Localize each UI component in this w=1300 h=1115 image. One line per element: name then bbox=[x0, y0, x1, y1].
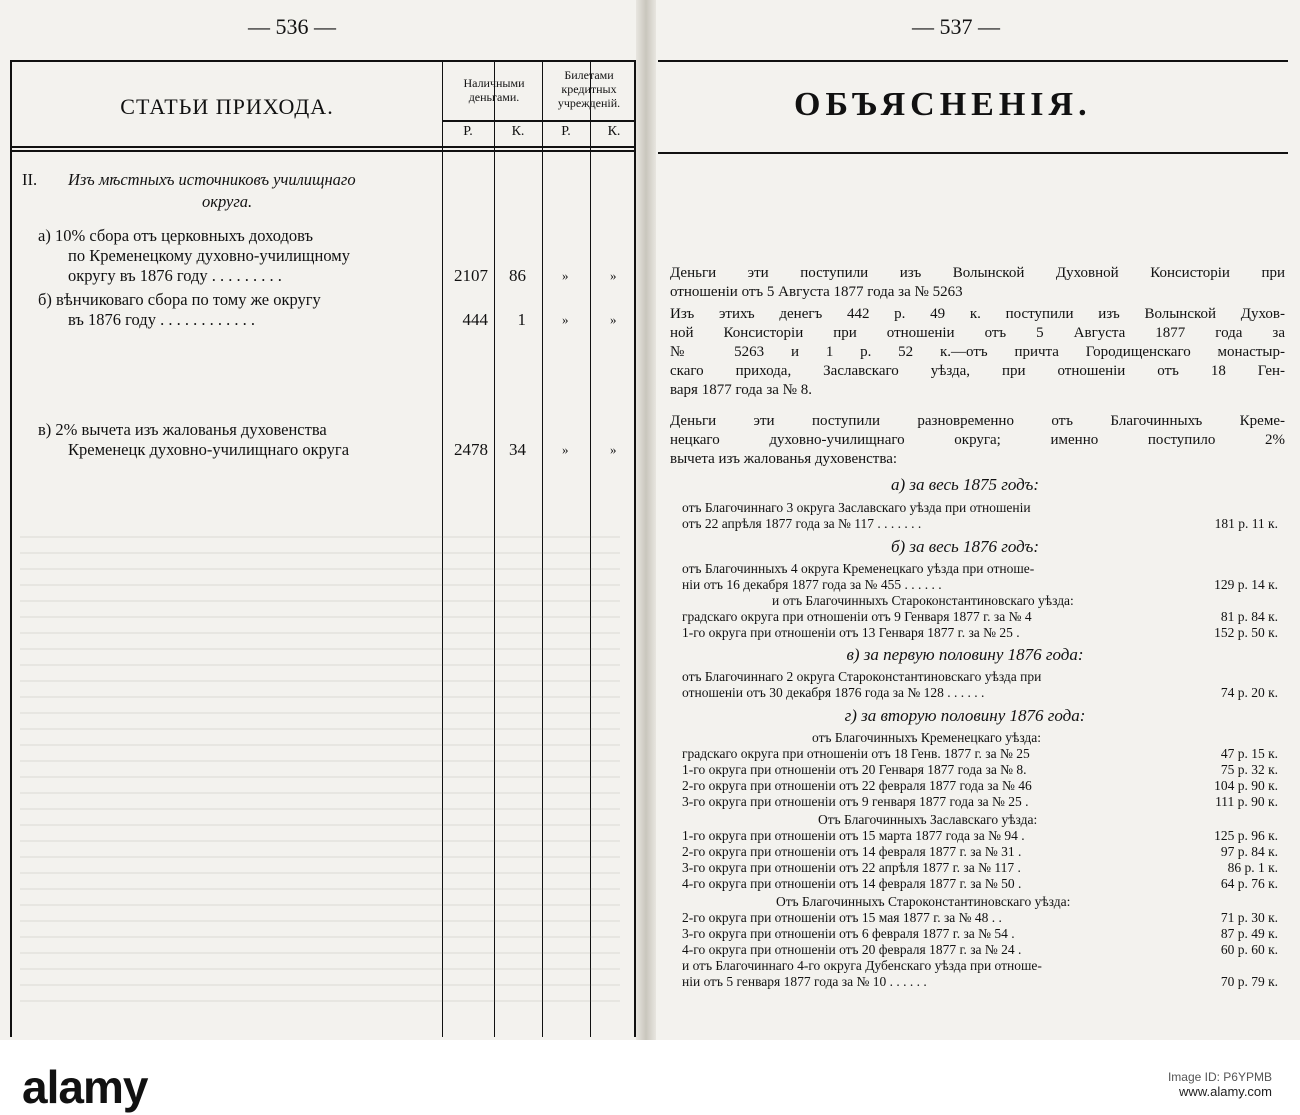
image-id: Image ID: P6YPMB bbox=[1167, 1070, 1272, 1084]
page-number-left: — 536 — bbox=[248, 14, 336, 39]
empty-mark: » bbox=[562, 442, 569, 457]
row-text-line: б) вѣнчиковаго сбора по тому же округу bbox=[38, 290, 321, 309]
para-line: отношеніи отъ 5 Августа 1877 года за № 5263 bbox=[670, 284, 963, 300]
entry-line: градскаго округа при отношеніи отъ 9 Генваря 1877 г. за № 4 bbox=[682, 609, 1032, 624]
para-line: варя 1877 года за № 8. bbox=[670, 382, 812, 398]
entry-line: Отъ Благочинныхъ Заславскаго уѣзда: bbox=[818, 812, 1038, 827]
entry-line: 1-го округа при отношеніи отъ 13 Генваря 1877 г. за № 25 . bbox=[682, 625, 1020, 640]
empty-mark: » bbox=[610, 442, 617, 457]
kop-label: К. bbox=[607, 124, 621, 139]
entry-amount: 60 р. 60 к. bbox=[1220, 942, 1278, 957]
empty-mark: » bbox=[562, 312, 569, 327]
entry-line: 4-го округа при отношеніи отъ 20 февраля 1877 г. за № 24 . bbox=[682, 942, 1022, 957]
explanations-title: ОБЪЯСНЕНІЯ. bbox=[794, 86, 1092, 123]
explanations-header bbox=[658, 60, 1288, 154]
kop-value: 1 bbox=[517, 310, 526, 329]
entry-line: ніи отъ 16 декабря 1877 года за № 455 . . . . . . bbox=[682, 577, 942, 592]
income-table bbox=[10, 60, 636, 1037]
entry-amount: 71 р. 30 к. bbox=[1220, 910, 1278, 925]
entry-amount: 64 р. 76 к. bbox=[1220, 876, 1278, 891]
rub-label: Р. bbox=[463, 124, 473, 139]
entry-line: 3-го округа при отношеніи отъ 6 февраля 1877 г. за № 54 . bbox=[682, 926, 1015, 941]
row-text-line: а) 10% сбора отъ церковныхъ доходовъ bbox=[38, 226, 314, 245]
entry-amount: 111 р. 90 к. bbox=[1215, 794, 1278, 809]
entry-amount: 70 р. 79 к. bbox=[1220, 974, 1278, 989]
rub-value: 2478 bbox=[454, 440, 488, 459]
para-line: скаго прихода, Заславскаго уѣзда, при отношеніи отъ 18 Ген- bbox=[670, 363, 1285, 379]
entry-line: 2-го округа при отношеніи отъ 22 февраля 1877 года за № 46 bbox=[682, 778, 1032, 793]
header-bottom-line bbox=[12, 146, 634, 148]
rub-value: 444 bbox=[462, 310, 488, 329]
entry-amount: 129 р. 14 к. bbox=[1214, 577, 1278, 592]
para-line: Деньги эти поступили разновременно отъ Благочинныхъ Креме- bbox=[670, 413, 1285, 429]
left-page bbox=[0, 0, 640, 1040]
entry-line: 2-го округа при отношеніи отъ 14 февраля 1877 г. за № 31 . bbox=[682, 844, 1022, 859]
empty-mark: » bbox=[562, 268, 569, 283]
entry-line: отъ Благочинныхъ 4 округа Кременецкаго уѣзда при отноше- bbox=[682, 561, 1035, 576]
section-heading: а) за весь 1875 годъ: bbox=[890, 475, 1040, 494]
paragraph-deductions bbox=[670, 412, 1285, 469]
section-title-line1: Изъ мѣстныхъ источниковъ училищнаго bbox=[68, 170, 356, 189]
entry-line: и отъ Благочинныхъ Староконстантиновскаго уѣзда: bbox=[772, 593, 1074, 608]
entry-line: отъ 22 апрѣля 1877 года за № 117 . . . . . . . bbox=[682, 516, 922, 531]
para-line: нецкаго духовно-училищнаго округа; именно поступило 2% bbox=[670, 432, 1285, 448]
section-title-line2: округа. bbox=[202, 192, 253, 211]
watermark-bar bbox=[0, 1040, 1300, 1115]
entry-amount: 47 р. 15 к. bbox=[1220, 746, 1278, 761]
paragraph-wedding-fee bbox=[670, 305, 1285, 400]
kop-value: 86 bbox=[509, 266, 526, 285]
entry-line: Отъ Благочинныхъ Староконстантиновскаго уѣзда: bbox=[776, 894, 1071, 909]
entry-line: отъ Благочинныхъ Кременецкаго уѣзда: bbox=[812, 730, 1042, 745]
site-url: www.alamy.com bbox=[1179, 1084, 1272, 1099]
row-text-line: в) 2% вычета изъ жалованья духовенства bbox=[38, 420, 327, 439]
entry-line: 4-го округа при отношеніи отъ 14 февраля 1877 г. за № 50 . bbox=[682, 876, 1022, 891]
entry-amount: 81 р. 84 к. bbox=[1220, 609, 1278, 624]
tickets-column-header: Билетами кредитных учрежденій. bbox=[557, 68, 621, 110]
entry-line: ніи отъ 5 генваря 1877 года за № 10 . . . . . . bbox=[682, 974, 927, 989]
right-page bbox=[650, 0, 1300, 1040]
entry-line: 3-го округа при отношеніи отъ 22 апрѣля 1877 г. за № 117 . bbox=[682, 860, 1021, 875]
alamy-logo: alamy bbox=[22, 1061, 148, 1113]
para-line: Изъ этихъ денегъ 442 р. 49 к. поступили изъ Волынской Духов- bbox=[670, 306, 1285, 322]
section-heading: г) за вторую половину 1876 года: bbox=[844, 706, 1086, 725]
para-line: Деньги эти поступили изъ Волынской Духовной Консисторіи при bbox=[670, 265, 1285, 281]
cash-column-header: Наличными деньгами. bbox=[463, 76, 525, 104]
empty-mark: » bbox=[610, 268, 617, 283]
empty-mark: » bbox=[610, 312, 617, 327]
paragraph-consistory bbox=[670, 264, 1285, 302]
entry-amount: 152 р. 50 к. bbox=[1214, 625, 1278, 640]
entry-amount: 87 р. 49 к. bbox=[1220, 926, 1278, 941]
kop-value: 34 bbox=[509, 440, 526, 459]
entry-line: отъ Благочиннаго 3 округа Заславскаго уѣзда при отношеніи bbox=[682, 500, 1031, 515]
row-text-line: Кременецк духовно-училищнаго округа bbox=[68, 440, 350, 459]
entry-line: отъ Благочиннаго 2 округа Староконстантиновскаго уѣзда при bbox=[682, 669, 1042, 684]
entry-line: градскаго округа при отношеніи отъ 18 Генв. 1877 г. за № 25 bbox=[682, 746, 1030, 761]
entry-line: 3-го округа при отношеніи отъ 9 генваря 1877 года за № 25 . bbox=[682, 794, 1029, 809]
section-numeral: II. bbox=[22, 170, 38, 189]
page-number-right: — 537 — bbox=[912, 14, 1000, 39]
para-line: № 5263 и 1 р. 52 к.—отъ причта Городищенскаго монастыр- bbox=[670, 344, 1285, 360]
para-line: вычета изъ жалованья духовенства: bbox=[670, 451, 898, 467]
entry-line: и отъ Благочиннаго 4-го округа Дубенскаго уѣзда при отноше- bbox=[682, 958, 1042, 973]
table-title: СТАТЬИ ПРИХОДА. bbox=[120, 94, 334, 119]
row-text-line: въ 1876 году . . . . . . . . . . . . bbox=[68, 310, 255, 329]
entry-amount: 97 р. 84 к. bbox=[1220, 844, 1278, 859]
header-divider bbox=[442, 120, 634, 122]
header-bottom-line-2 bbox=[12, 150, 634, 152]
entry-line: 1-го округа при отношеніи отъ 20 Генваря 1877 года за № 8. bbox=[682, 762, 1027, 777]
section-heading: б) за весь 1876 годъ: bbox=[890, 537, 1040, 556]
section-heading: в) за первую половину 1876 года: bbox=[846, 645, 1084, 664]
show-through-texture bbox=[20, 522, 620, 1002]
entry-amount: 181 р. 11 к. bbox=[1214, 516, 1278, 531]
entry-amount: 104 р. 90 к. bbox=[1214, 778, 1278, 793]
entry-line: отношеніи отъ 30 декабря 1876 года за № 128 . . . . . . bbox=[682, 685, 985, 700]
row-text-line: округу въ 1876 году . . . . . . . . . bbox=[68, 266, 282, 285]
entry-amount: 125 р. 96 к. bbox=[1214, 828, 1278, 843]
para-line: ной Консисторіи при отношеніи отъ 5 Августа 1877 года за bbox=[670, 325, 1285, 341]
entry-amount: 74 р. 20 к. bbox=[1220, 685, 1278, 700]
rub-value: 2107 bbox=[454, 266, 488, 285]
entry-line: 1-го округа при отношеніи отъ 15 марта 1877 года за № 94 . bbox=[682, 828, 1025, 843]
entry-amount: 86 р. 1 к. bbox=[1227, 860, 1278, 875]
row-text-line: по Кременецкому духовно-училищному bbox=[68, 246, 350, 265]
kop-label: К. bbox=[511, 124, 525, 139]
entry-amount: 75 р. 32 к. bbox=[1220, 762, 1278, 777]
rub-label: Р. bbox=[561, 124, 571, 139]
entry-line: 2-го округа при отношеніи отъ 15 мая 1877 г. за № 48 . . bbox=[682, 910, 1002, 925]
